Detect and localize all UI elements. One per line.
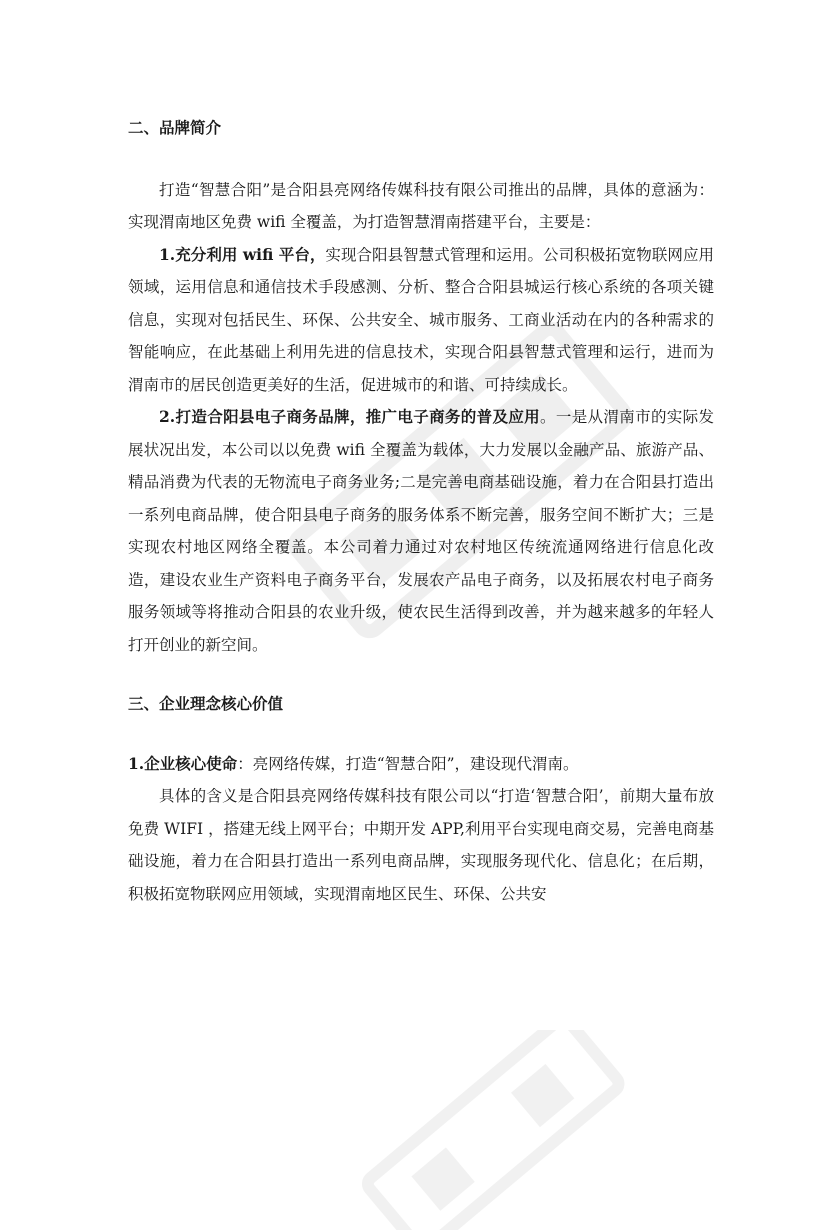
- watermark-logo-icon-bottom: [330, 1030, 650, 1230]
- document-body: [128, 112, 714, 910]
- core-mission-title: 1.企业核心使命: [128, 753, 238, 773]
- paragraph-core-mission: [128, 748, 714, 781]
- section-heading-brand-intro: 二、品牌简介: [128, 118, 222, 137]
- point-2-title: 2.打造合阳县电子商务品牌，推广电子商务的普及应用: [159, 407, 541, 426]
- core-mission-body: ：亮网络传媒，打造“智慧合阳”，建设现代渭南。: [237, 754, 579, 773]
- paragraph-point-2: [128, 401, 714, 661]
- point-1-body: 实现合阳县智慧式管理和运用。公司积极拓宽物联网应用领域，运用信息和通信技术手段感测、分析、整合合阳县城运行核心系统的各项关键信息，实现对包括民生、环保、公共安全、城市服务、工商业活动在内的各种需求的智能响应，在此基础上利用先进的信息技术，实现合阳县智慧式管理和运行，进而为渭南市的居民创造更美好的生活，促进城市的和谐、可持续成长。: [128, 245, 714, 394]
- paragraph-mission-detail: 具体的含义是合阳县亮网络传媒科技有限公司以“打造‘智慧合阳’，前期大量布放免费 WIFI ，搭建无线上网平台；中期开发 APP,利用平台实现电商交易，完善电商基础设施，着力在合阳县打造出一系列电商品牌，实现服务现代化、信息化；在后期，积极拓宽物联网应用领域，实现渭南地区民生、环保、公共安: [128, 787, 714, 903]
- paragraph-point-1: [128, 239, 714, 402]
- point-1-title: 1.充分利用 wifi 平台，: [159, 244, 326, 264]
- point-2-body: 。一是从渭南市的实际发展状况出发，本公司以以免费 wifi 全覆盖为载体，大力发展以金融产品、旅游产品、精品消费为代表的无物流电子商务业务;二是完善电商基础设施，着力在合阳县打造出一系列电商品牌，使合阳县电子商务的服务体系不断完善，服务空间不断扩大；三是实现农村地区网络全覆盖。本公司着力通过对农村地区传统流通网络进行信息化改造，建设农业生产资料电子商务平台，发展农产品电子商务，以及拓展农村电子商务服务领域等将推动合阳县的农业升级，使农民生活得到改善，并为越来越多的年轻人打开创业的新空间。: [128, 408, 714, 654]
- paragraph-brand-intro: 打造“智慧合阳”是合阳县亮网络传媒科技有限公司推出的品牌，具体的意涵为：实现渭南地区免费 wifi 全覆盖，为打造智慧渭南搭建平台，主要是：: [128, 180, 714, 231]
- section-heading-core-values: 三、企业理念核心价值: [128, 694, 284, 713]
